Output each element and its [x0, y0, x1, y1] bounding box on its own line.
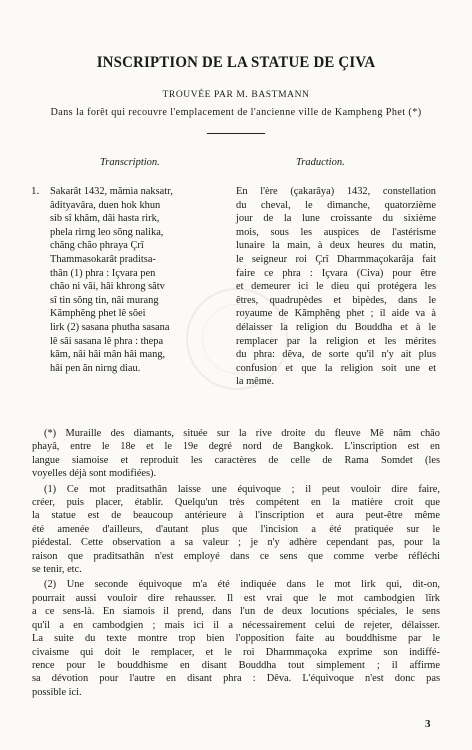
discoverer-line: TROUVÉE PAR M. BASTMANN: [162, 90, 310, 100]
footnote-line: piédestal. Cette observation a sa valeur ; je n'y adhère cependant pas, pour la: [32, 537, 440, 549]
transcription-line: âdityavâra, duen hok khun: [50, 199, 161, 211]
footnote-line: phayâ, entre le 18e et le 19e degré nord de Bangkok. L'inscription est en: [32, 441, 440, 453]
footnote-line: langue siamoise et reproduit les caractères de celle de Rama Somdet (les: [32, 454, 440, 466]
translation-line: mois, sous les auspices de l'astérisme: [236, 226, 436, 238]
transcription-heading: Transcription.: [100, 157, 160, 168]
transcription-line: lirk (2) sasana phutha sasana: [50, 321, 170, 333]
translation-column: [236, 185, 436, 389]
footnote-line: voyelles déjà sont modifiées).: [32, 468, 157, 480]
transcription-line: phela rirng leo sŏng nalika,: [50, 226, 164, 238]
transcription-line: thân (1) phra : Içvara pen: [50, 267, 156, 279]
translation-line: êtres, quadrupèdes et bipèdes, dans le: [236, 294, 436, 306]
translation-line: la même.: [236, 376, 275, 388]
transcription-line: sib sî khăm, dâi hasta rirk,: [50, 213, 160, 225]
translation-line: du phra: dêva, de sorte qu'il n'y ait plus: [236, 349, 436, 361]
transcription-line: Thammasokarât praditsa-: [50, 253, 156, 265]
footnote-line: qu'il a en cambodgien ; mais ici il a nécessairement celui de rejeter, délaisser.: [32, 619, 440, 631]
translation-line: faire ce phra : Içvara (Civa) pour être: [236, 267, 436, 279]
footnote-line: a ce sens-là. En siamois il prend, dans l'un de deux locutions spéciales, le sens: [32, 606, 440, 618]
footnote-line: civaisme qui doit le remplacer, et le roi Dharmmaçoka exprime son indiffé-: [32, 646, 440, 658]
footnote-line: possible ici.: [32, 686, 82, 698]
footnote-line: été amenée d'ailleurs, d'autant plus que l'incision a été pratiquée sur le: [32, 523, 440, 535]
footnote-line: (1) Ce mot praditsathân laisse une équivoque ; il peut vouloir dire faire,: [44, 483, 440, 495]
transcription-line: hâi pen ăn nirng diau.: [50, 362, 141, 374]
transcription-line: lê sâi sasana lê phra : thepa: [50, 335, 164, 347]
translation-line: jour de la lune croissante du sixième: [236, 213, 436, 225]
footnote-line: créer, puis placer, établir. Quelqu'un très compétent en la matière croit que: [32, 497, 440, 509]
page-number: 3: [425, 718, 431, 730]
divider-rule: [207, 133, 265, 134]
translation-line: le seigneur roi Çrî Dharmmaçokarâja fait: [236, 253, 436, 265]
transcription-line: chăng chăo phraya Çrî: [50, 240, 144, 252]
transcription-line: sî tin sŏng tin, nâi murang: [50, 294, 159, 306]
transcription-line: Kămphĕng phet lê sŏei: [50, 308, 146, 320]
translation-line: et demeurer ici le dieu qui protégera les: [236, 281, 436, 293]
transcription-line: Sakarât 1432, mămia naksatr,: [50, 186, 173, 197]
translation-line: du cheval, le dimanche, quatorzième: [236, 199, 436, 211]
footnote-line: se tenir, etc.: [32, 564, 82, 576]
translation-line: confusion et que la religion soit une et: [236, 362, 436, 374]
transcription-line: chăo ni văi, hâi khrong sătv: [50, 281, 165, 293]
location-line: Dans la forêt qui recouvre l'emplacement de l'ancienne ville de Kampheng Phet (*): [50, 107, 422, 118]
footnote: [32, 578, 440, 699]
footnote-line: (2) Une seconde équivoque m'a été indiquée dans le mot lirk qui, dit-on,: [44, 579, 440, 591]
footnote-line: pourrait aussi vouloir dire rehausser. Il est vrai que le mot cambodgien lîrk: [32, 592, 440, 604]
footnote-line: rence pour le bouddhisme en disant Bouddha tout simplement ; il affirme: [32, 659, 440, 671]
translation-line: En l'ère (çakarâya) 1432, constellation: [236, 186, 436, 197]
paragraph-number: 1.: [31, 185, 40, 197]
footnote-line: (*) Muraille des diamants, située sur la rive droite du fleuve Mê nâm châo: [44, 428, 440, 439]
footnote: [32, 427, 440, 481]
translation-line: royaume de Kămphĕng phet ; il aide va à: [236, 308, 436, 320]
transcription-column: [50, 185, 222, 375]
footnote-line: la statue est de beaucoup antérieure à l'inscription et aura peut-être même: [32, 510, 440, 522]
translation-line: lunaire la main, à deux heures du matin,: [236, 240, 436, 252]
translation-line: remplacer par la religion et les mérites: [236, 335, 436, 347]
transcription-line: kăm, nâi hâi mân hâi mang,: [50, 349, 166, 361]
footnote-line: raison que praditsathân n'est employé dans ce sens que comme verbe réfléchi: [32, 550, 440, 562]
translation-line: délaisser la religion du Bouddha et à le: [236, 321, 436, 333]
inscription-title: INSCRIPTION DE LA STATUE DE ÇIVA: [96, 54, 376, 71]
footnote: [32, 483, 440, 577]
footnote-line: sa dévotion pour l'autre en disant phra : Dêva. L'équivoque n'est donc pas: [32, 673, 440, 685]
footnotes-block: [32, 427, 440, 701]
footnote-line: La suite du texte montre trop bien l'opposition faite au bouddhisme par le: [32, 633, 440, 645]
translation-heading: Traduction.: [296, 157, 345, 168]
